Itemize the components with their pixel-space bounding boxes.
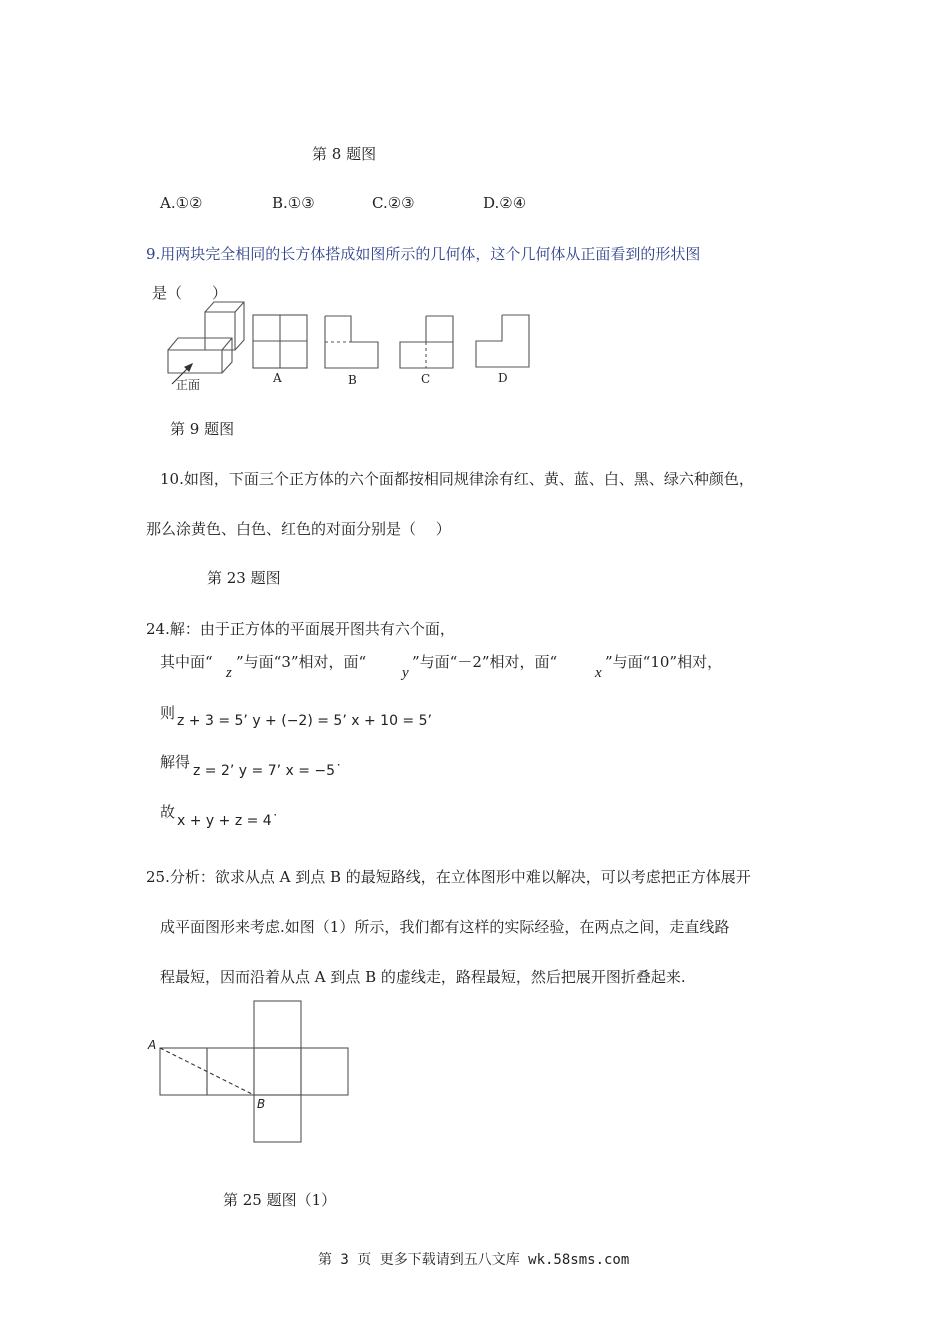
- q9-label-d: D: [498, 371, 508, 385]
- q9-option-d-view: [475, 314, 531, 370]
- q10-line2: 那么涂黄色、白色、红色的对面分别是（ ）: [146, 520, 451, 538]
- q24-solve-equations: z = 2’ y = 7’ x = −5˙: [193, 763, 343, 779]
- q25-cube-net: [140, 995, 360, 1145]
- q9-option-c-view: [399, 315, 455, 371]
- q25-caption: 第 25 题图（1）: [223, 1191, 337, 1209]
- q24-line2-part4: ”与面“10”相对，: [605, 653, 723, 671]
- q10-line1: 10.如图，下面三个正方体的六个面都按相同规律涂有红、黄、蓝、白、黑、绿六种颜色，: [160, 470, 754, 488]
- q9-stem-line1: 9.用两块完全相同的长方体搭成如图所示的几何体，这个几何体从正面看到的形状图: [146, 245, 701, 263]
- q9-label-b: B: [348, 373, 357, 387]
- q24-solve-label: 解得: [160, 753, 191, 771]
- q9-option-b-view: [324, 315, 380, 371]
- q24-var-z: z: [226, 665, 232, 681]
- q24-line2-part3: ”与面“－2”相对，面“: [412, 653, 558, 671]
- q8-option-c: C.②③: [372, 194, 415, 212]
- q23-caption: 第 23 题图: [207, 569, 281, 587]
- q24-var-y: y: [402, 665, 409, 681]
- q24-then-label: 则: [160, 704, 176, 722]
- q8-option-a: A.①②: [160, 194, 203, 212]
- q9-label-a: A: [273, 371, 282, 385]
- q25-point-a: A: [148, 1038, 157, 1052]
- q9-caption: 第 9 题图: [170, 420, 235, 438]
- q24-so-label: 故: [160, 803, 176, 821]
- q9-front-label: 正面: [176, 378, 201, 392]
- q8-option-d: D.②④: [483, 194, 527, 212]
- q9-stem-line2: 是（ ）: [152, 284, 228, 302]
- q25-point-b: B: [257, 1097, 266, 1111]
- q9-solid-figure: [160, 298, 250, 393]
- q24-var-x: x: [595, 665, 602, 681]
- q9-option-a-view: [252, 314, 308, 370]
- q8-option-b: B.①③: [272, 194, 315, 212]
- q8-caption: 第 8 题图: [312, 145, 377, 163]
- q25-line3: 程最短，因而沿着从点 A 到点 B 的虚线走，路程最短，然后把展开图折叠起来.: [160, 968, 686, 986]
- q25-line1: 25.分析：欲求从点 A 到点 B 的最短路线，在立体图形中难以解决，可以考虑把正方体展开: [146, 868, 751, 886]
- q24-then-equations: z + 3 = 5’ y + (−2) = 5’ x + 10 = 5’: [177, 713, 432, 729]
- page-footer: 第 3 页 更多下载请到五八文库 wk.58sms.com: [318, 1252, 630, 1268]
- q24-line1: 24.解：由于正方体的平面展开图共有六个面，: [146, 620, 455, 638]
- q24-line2-part1: 其中面“: [160, 653, 213, 671]
- q9-label-c: C: [421, 372, 431, 386]
- q24-line2-part2: ”与面“3”相对，面“: [236, 653, 367, 671]
- q25-line2: 成平面图形来考虑.如图（1）所示，我们都有这样的实际经验，在两点之间，走直线路: [160, 918, 730, 936]
- q24-so-equation: x + y + z = 4˙: [177, 813, 279, 829]
